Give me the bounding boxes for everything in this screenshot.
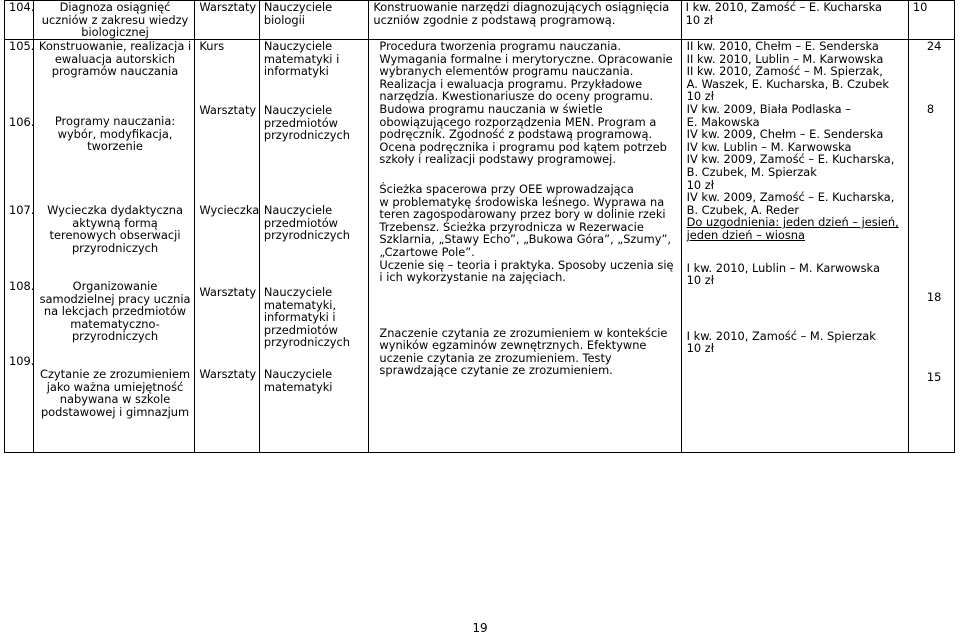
course-schedules: II kw. 2010, Chełm – E. Senderska II kw. 2010, Lublin – M. Karwowska II kw. 2010, Zamość – M. Spierzak, A. Waszek, E. Kucharska, B. Czubek 10 zł IV kw. 2009, Biała Podlaska – E. Makowska IV kw. 2009, Chełm – E. Senderska IV kw. Lublin – M. Karwowska IV kw. 2009, Zamość – E. Kucharska, B. Czubek, M. Spierzak 10 zł IV kw. 2009, Zamość – E. Kucharska, B. Czubek, A. Reder Do uzgodnienia: jeden dzień – jesień, jeden dzień – wiosna I kw. 2010, Lublin – M. Karwowska 10 zł I kw. 2010, Zamość – M. Spierzak 10 zł (681, 40, 908, 453)
course-titles: Konstruowanie, realizacja i ewaluacja autorskich programów nauczania Programy nauczania: wybór, modyfikacja, tworzenie Wycieczka dydaktyczna aktywną formą terenowych obserwacji przyrodniczych Organizowanie samodzielnej pracy ucznia na lekcjach przedmiotów matematyczno-przyrodniczych Czytanie ze zrozumieniem jako ważna umiejętność nabywana w szkole podstawowej i gimnazjum (33, 40, 195, 453)
course-description: Konstruowanie narzędzi diagnozujących osiągnięcia uczniów zgodnie z podstawą programową. (369, 1, 681, 40)
page-number: 19 (472, 621, 488, 635)
course-schedule: I kw. 2010, Zamość – E. Kucharska 10 zł (681, 1, 908, 40)
course-descriptions: Procedura tworzenia programu nauczania. Wymagania formalne i merytoryczne. Opracowanie wybranych elementów programu nauczania. Realizacja i ewaluacja programu. Przykładowe narzędzia. Kwestionariusze do oceny programu. Budowa programu nauczania w świetle obowiązującego rozporządzenia MEN. Program a podręcznik. Zgodność z podstawą programową. Ocena podręcznika i programu pod kątem potrzeb szkoły i realizacji podstawy programowej. Ścieżka spacerowa przy OEE wprowadzająca w problematykę środowiska leśnego. Wyprawa na teren zagospodarowany przez bory w dolinie rzeki Trzebensz. Ścieżka przyrodnicza w Rezerwacie Szklarnia, „Stawy Echo”, „Bukowa Góra”, „Szumy”, „Czartowe Pole”. Uczenie się – teoria i praktyka. Sposoby uczenia się i ich wykorzystanie na zajęciach. Znaczenie czytania ze zrozumieniem w kontekście wyników egzaminów zewnętrznych. Efektywne uczenie czytania ze zrozumieniem. Testy sprawdzające czytanie ze zrozumieniem. (369, 40, 681, 453)
course-hours: 10 (908, 1, 954, 40)
table-row (5, 1, 955, 40)
courses-table-continued (4, 39, 955, 453)
course-forms: Kurs Warsztaty Wycieczka Warsztaty Warsztaty (195, 40, 259, 453)
table-row (5, 40, 955, 453)
course-hours-list: 24 8 18 15 (908, 40, 954, 453)
course-form: Warsztaty (195, 1, 259, 40)
courses-table (4, 0, 955, 40)
course-audiences: Nauczyciele matematyki i informatyki Nauczyciele przedmiotów przyrodniczych Nauczyciele przedmiotów przyrodniczych Nauczyciele matematyki, informatyki i przedmiotów przyrodniczych Nauczyciele matematyki (259, 40, 369, 453)
row-number: 104. (5, 1, 34, 40)
course-title: Diagnoza osiągnięć uczniów z zakresu wiedzy biologicznej (33, 1, 195, 40)
row-numbers: 105. 106. 107. 108. 109. (5, 40, 34, 453)
course-audience: Nauczyciele biologii (259, 1, 369, 40)
